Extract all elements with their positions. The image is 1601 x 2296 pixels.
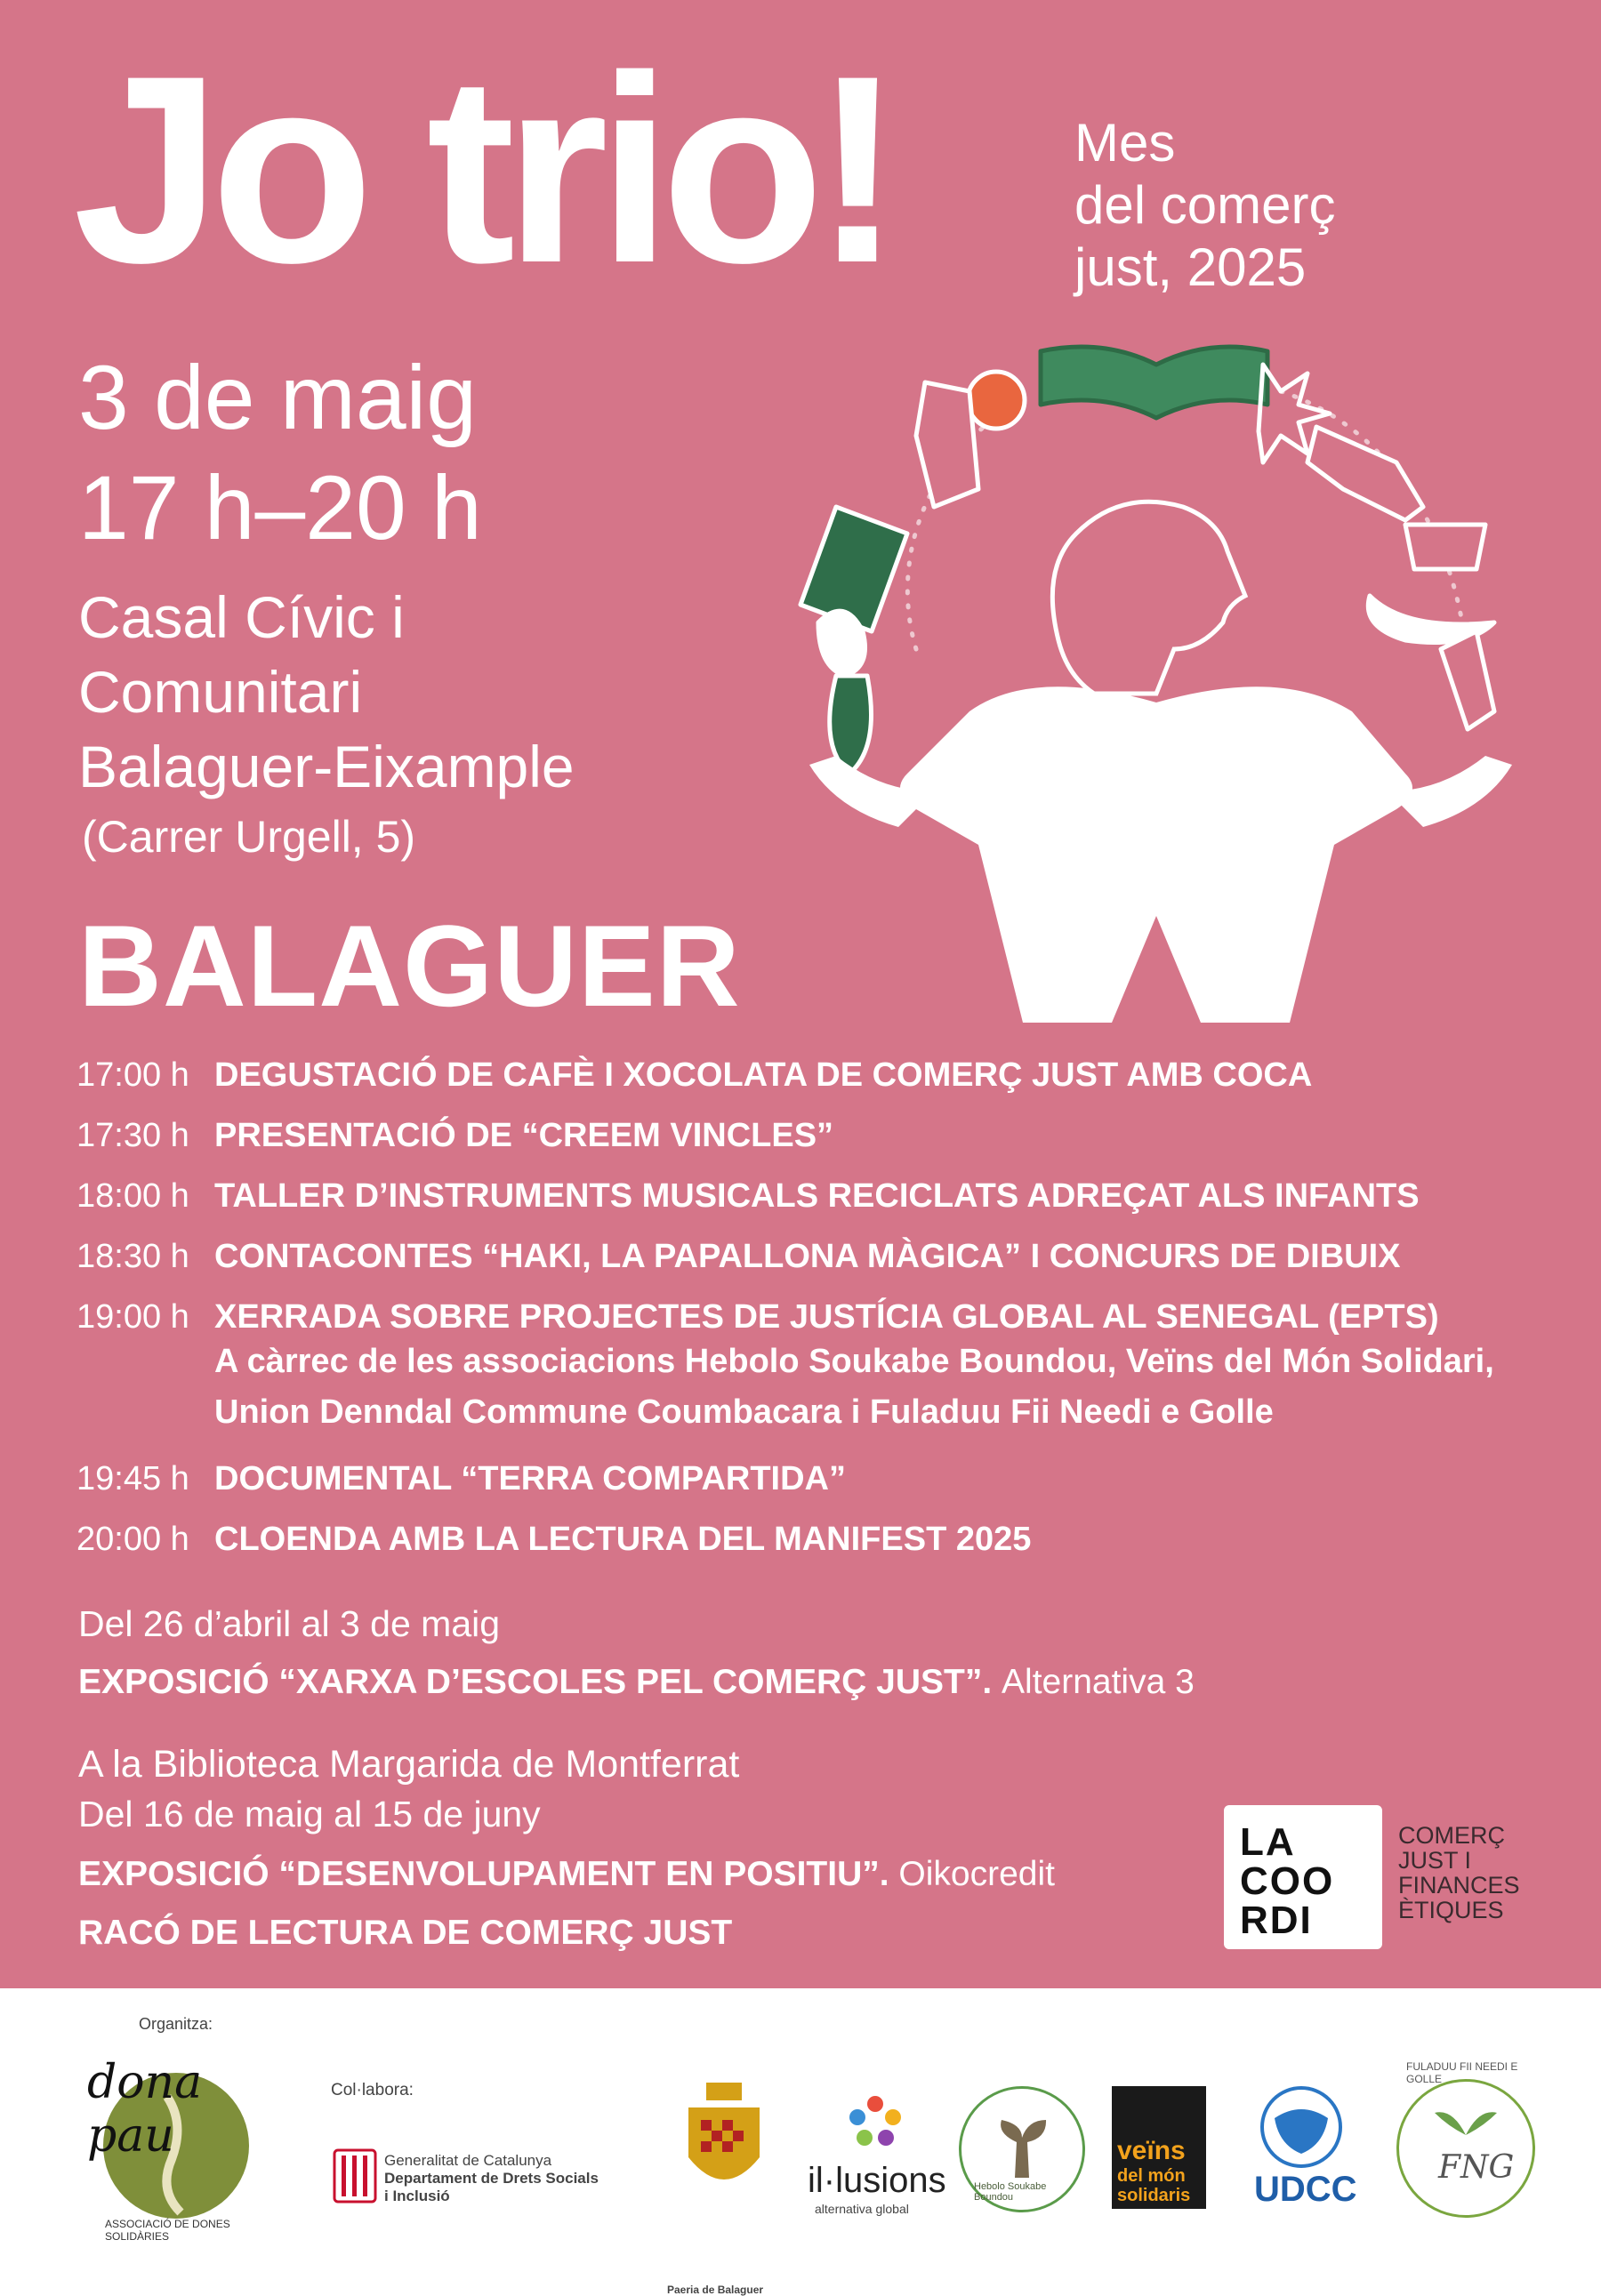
library-exhibition-name: EXPOSICIÓ “DESENVOLUPAMENT EN POSITIU”. (78, 1855, 889, 1893)
library-exhibition-org: Oikocredit (898, 1855, 1055, 1893)
fng-wordmark: FNG (1438, 2149, 1515, 2186)
program-item (76, 1177, 1553, 1215)
program-time: 20:00 h (76, 1521, 189, 1558)
generalitat-line: Generalitat de Catalunya (384, 2152, 552, 2169)
tagline-line: ÈTIQUES (1398, 1897, 1504, 1923)
collabora-label: Col·labora: (331, 2081, 414, 2099)
venue-line: Casal Cívic i (78, 584, 405, 650)
logo-line: COO (1240, 1859, 1335, 1903)
exhibition-1 (78, 1599, 1235, 1707)
event-title: Jo trio! (73, 20, 892, 318)
venue-address: (Carrer Urgell, 5) (82, 812, 416, 862)
generalitat-line: Departament de Drets Socials (384, 2170, 599, 2187)
program-item (76, 1298, 1553, 1437)
sponsors-footer (0, 1988, 1601, 2296)
program-item (76, 1117, 1553, 1154)
library-place: A la Biblioteca Margarida de Montferrat (78, 1743, 740, 1786)
city-heading: BALAGUER (78, 901, 741, 1031)
veins-logo (1112, 2086, 1206, 2209)
program-time: 18:00 h (76, 1177, 189, 1215)
la-coordi-tagline (1398, 1823, 1520, 1923)
dona-pau-subtitle: ASSOCIACIÓ DE DONES SOLIDÀRIES (105, 2218, 230, 2243)
dona-pau-wordmark: dona pau (87, 2056, 203, 2163)
exhibition-dates: Del 26 d’abril al 3 de maig (78, 1603, 501, 1644)
program-list (76, 1056, 1553, 1581)
library-dates: Del 16 de maig al 15 de juny (78, 1794, 541, 1834)
illusions-wordmark: il·lusions (808, 2161, 946, 2200)
organitza-label: Organitza: (139, 2015, 213, 2033)
subtitle-line: just, 2025 (1074, 237, 1307, 297)
venue-line: Balaguer-Eixample (78, 734, 575, 799)
paeria-logo (662, 2077, 786, 2296)
exhibition-title (78, 1658, 1235, 1707)
program-item (76, 1460, 1553, 1497)
subtitle-line: Mes (1074, 113, 1176, 173)
subtitle-line: del comerç (1074, 175, 1336, 235)
veins-line: veïns (1117, 2136, 1186, 2165)
program-text: CONTACONTES “HAKI, LA PAPALLONA MÀGICA” I CONCURS DE DIBUIX (214, 1238, 1401, 1275)
tagline-line: FINANCES (1398, 1872, 1520, 1899)
program-time: 19:00 h (76, 1298, 189, 1336)
illusions-subtitle: alternativa global (815, 2202, 909, 2216)
event-datetime (78, 342, 482, 563)
juggler-illustration (783, 329, 1539, 1023)
illusions-people-icon (804, 2086, 946, 2157)
program-text: DEGUSTACIÓ DE CAFÈ I XOCOLATA DE COMERÇ JUST AMB COCA (214, 1056, 1313, 1094)
program-item (76, 1521, 1553, 1558)
fng-logo (1396, 2060, 1535, 2218)
library-section (78, 1739, 1235, 1958)
venue (78, 580, 575, 804)
udcc-globe-icon (1243, 2083, 1359, 2172)
udcc-wordmark: UDCC (1254, 2170, 1357, 2209)
program-text: DOCUMENTAL “TERRA COMPARTIDA” (214, 1460, 846, 1497)
tagline-line: COMERÇ (1398, 1822, 1505, 1849)
program-text: TALLER D’INSTRUMENTS MUSICALS RECICLATS ADREÇAT ALS INFANTS (214, 1177, 1420, 1215)
exhibition-org: Alternativa 3 (1002, 1663, 1195, 1701)
library-exhibition (78, 1850, 1235, 1899)
logo-line: LA (1240, 1820, 1296, 1864)
dona-pau-logo (69, 2043, 292, 2243)
program-time: 17:00 h (76, 1056, 189, 1094)
tagline-line: JUST I (1398, 1847, 1472, 1874)
hebolo-label: Hebolo Soukabe Boundou (974, 2181, 1047, 2203)
fng-ring-text: FULADUU FII NEEDI E GOLLE (1406, 2060, 1518, 2085)
event-subtitle (1074, 112, 1335, 299)
program-item (76, 1238, 1553, 1275)
plant-icon (1399, 2082, 1533, 2144)
program-text: CLOENDA AMB LA LECTURA DEL MANIFEST 2025 (214, 1521, 1032, 1558)
la-coordi-logo (1224, 1805, 1382, 1949)
program-time: 19:45 h (76, 1460, 189, 1497)
exhibition-name: EXPOSICIÓ “XARXA D’ESCOLES PEL COMERÇ JUST”. (78, 1663, 993, 1701)
udcc-logo (1243, 2083, 1359, 2214)
generalitat-logo (333, 2148, 635, 2211)
program-text: PRESENTACIÓ DE “CREEM VINCLES” (214, 1117, 834, 1154)
program-time: 17:30 h (76, 1117, 189, 1154)
generalitat-emblem-icon (333, 2148, 377, 2204)
hebolo-logo (959, 2086, 1085, 2212)
logo-line: RDI (1240, 1899, 1313, 1942)
venue-line: Comunitari (78, 659, 363, 725)
program-item (76, 1056, 1553, 1094)
program-time: 18:30 h (76, 1238, 189, 1275)
veins-line: del món (1117, 2166, 1186, 2186)
event-date: 3 de maig (78, 347, 477, 448)
paeria-shield-icon (662, 2077, 786, 2202)
paeria-label: Paeria de Balaguer (667, 2284, 764, 2296)
illusions-logo (804, 2086, 946, 2237)
event-time: 17 h–20 h (78, 457, 482, 558)
program-text: XERRADA SOBRE PROJECTES DE JUSTÍCIA GLOBAL AL SENEGAL (EPTS) (214, 1298, 1439, 1336)
veins-line: solidaris (1117, 2186, 1191, 2205)
program-subtext: Union Denndal Commune Coumbacara i Fuladuu Fii Needi e Golle (214, 1393, 1274, 1431)
reading-corner: RACÓ DE LECTURA DE COMERÇ JUST (78, 1914, 733, 1952)
generalitat-line: i Inclusió (384, 2188, 450, 2204)
program-subtext: A càrrec de les associacions Hebolo Soukabe Boundou, Veïns del Món Solidari, (214, 1343, 1494, 1380)
